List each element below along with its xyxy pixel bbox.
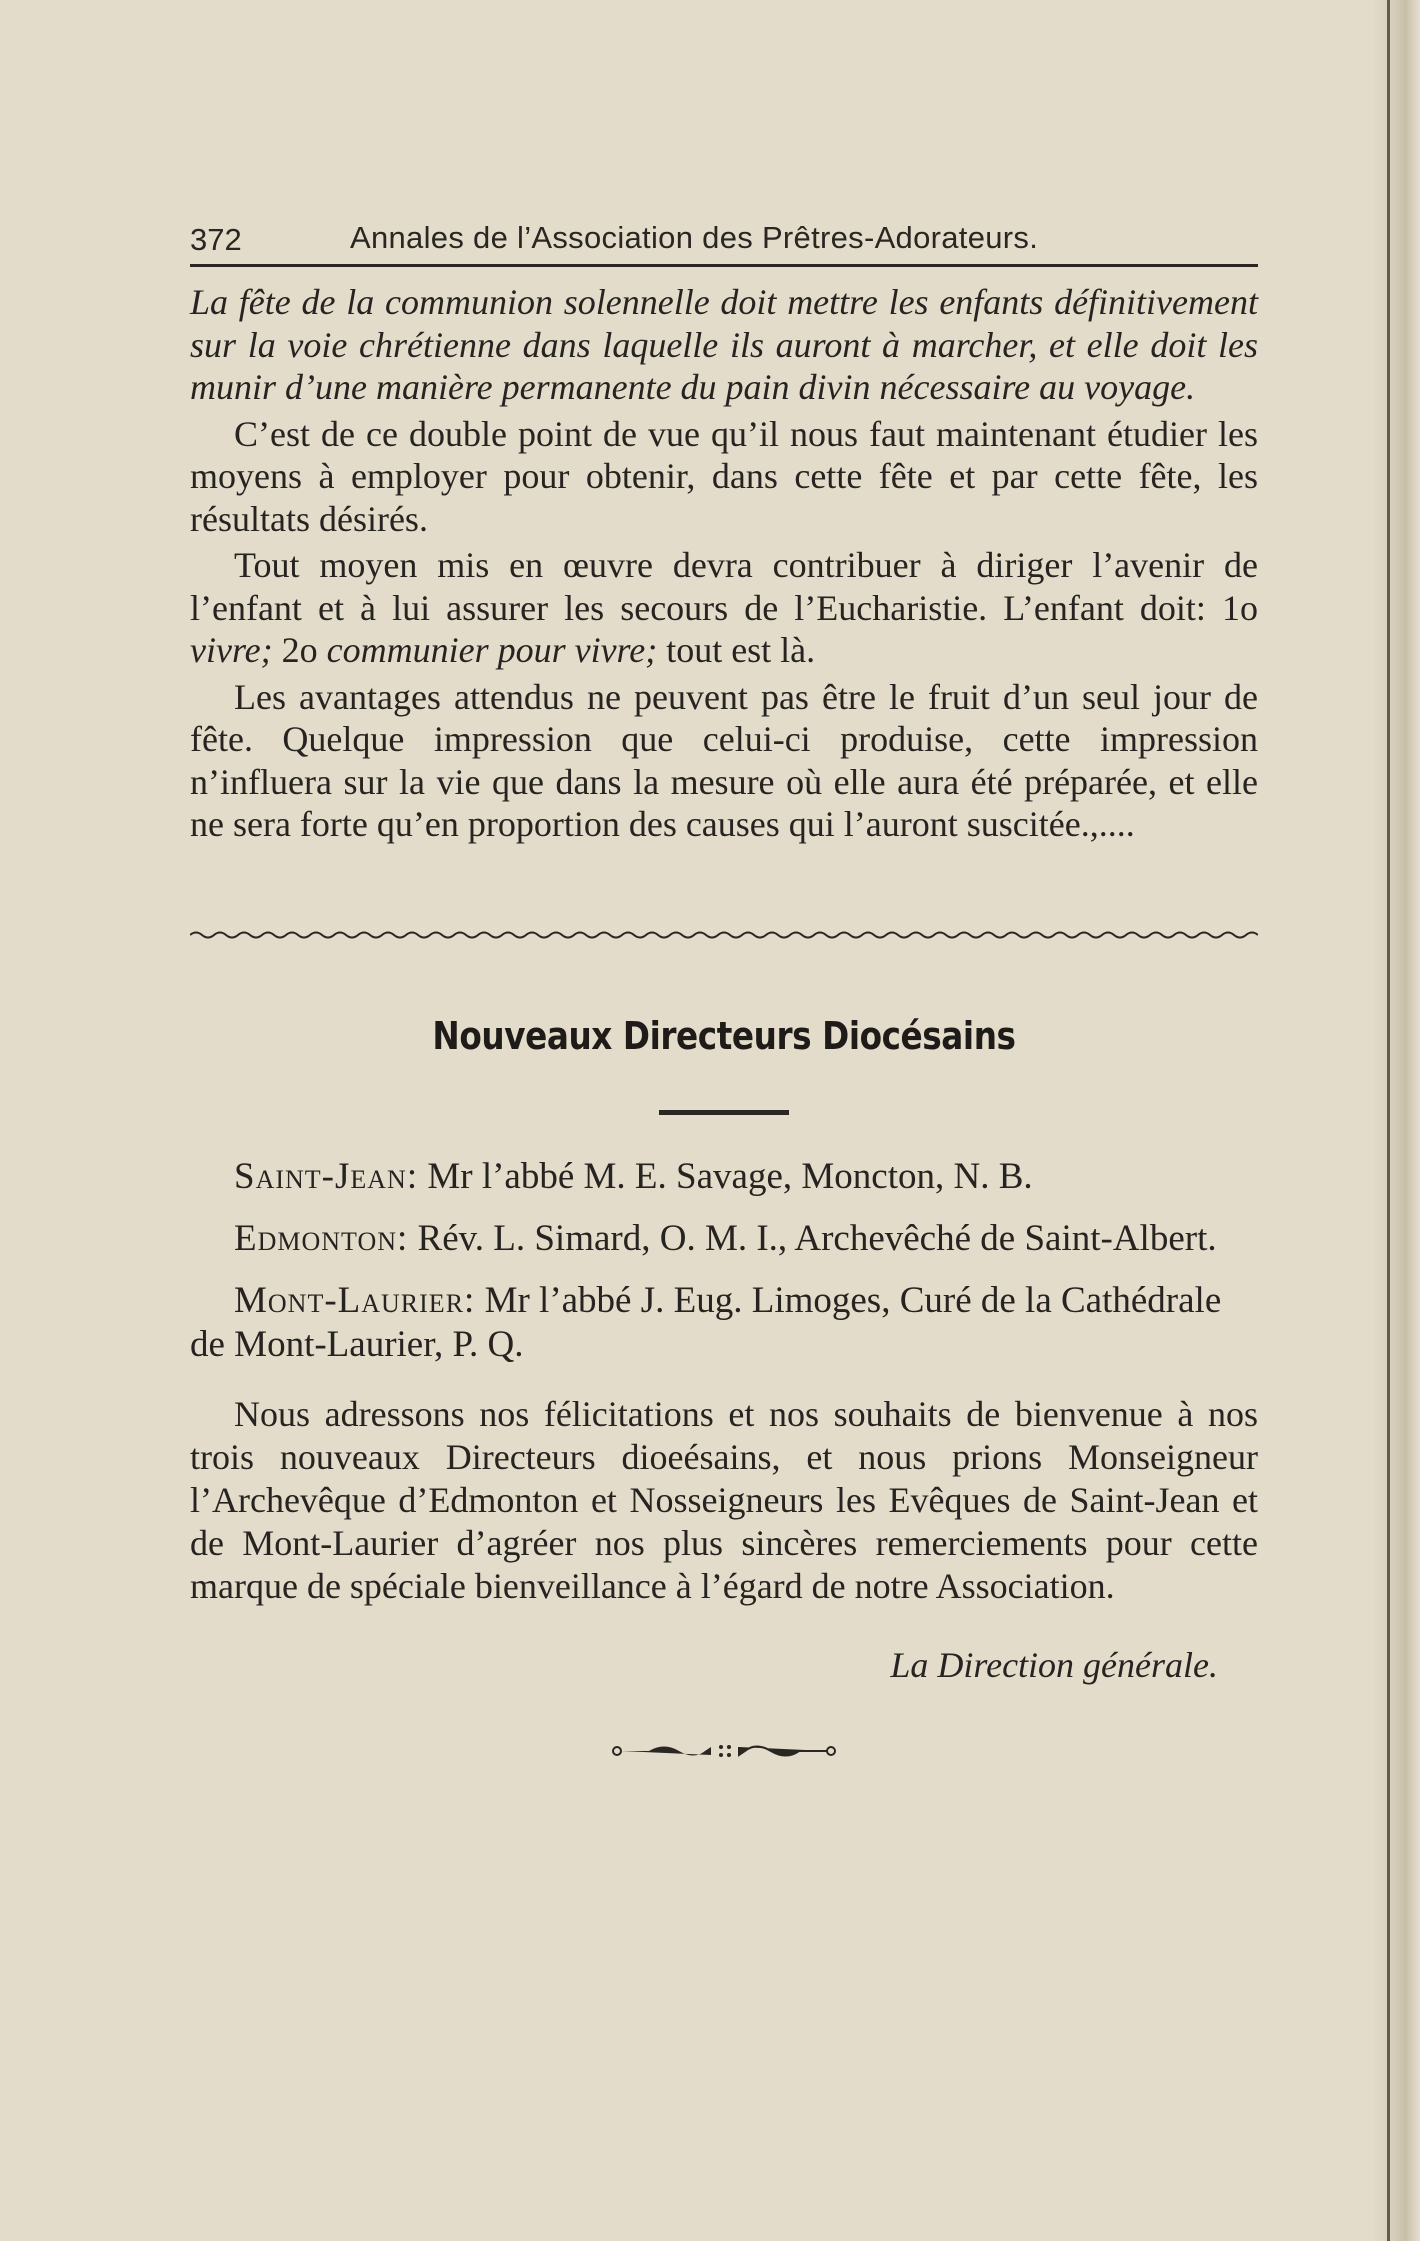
diocese-name: Saint-Jean: [234,1155,419,1197]
paragraph-3-mid: 2o [272,630,327,670]
signature: La Direction générale. [890,1644,1218,1685]
page-content [190,210,1258,1764]
director-name: Mr l’abbé J. Eug. Limoges, Curé de la Cathédrale de Mont-Laurier, P. Q. [190,1279,1222,1365]
diocese-name: Edmonton: [234,1217,409,1259]
paragraph-3-emphasis-1: vivre; [190,630,273,670]
director-name: Rév. L. Simard, O. M. I., Archevêché de Saint-Albert. [408,1217,1217,1259]
directors-list [190,1155,1258,1367]
director-name: Mr l’abbé M. E. Savage, Moncton, N. B. [418,1155,1033,1197]
paragraph-4: Les avantages attendus ne peuvent pas être le fruit d’un seul jour de fête. Quelque impression que celui-ci produise, cette impression n’influera sur la vie que dans la mesure où elle aura été préparée, et elle ne sera forte qu’en proportion des causes qui l’auront suscitée.,.... [190,676,1258,844]
running-title: Annales de l’Association des Prêtres-Adorateurs. [350,220,1039,255]
paragraph-3-start: Tout moyen mis en œuvre devra contribuer à diriger l’avenir de l’enfant et à lui assurer les secours de l’Eucharistie. L’enfant doit: 1o [190,545,1258,628]
director-entry-saint-jean [190,1155,1258,1199]
page-number: 372 [190,222,242,257]
section-title: Nouveaux Directeurs Diocésains [432,1013,1016,1058]
title-rule [659,1110,789,1115]
diocese-name: Mont-Laurier: [234,1279,476,1321]
paragraph-3 [190,544,1258,672]
paragraph-1: La fête de la communion solennelle doit mettre les enfants définitivement sur la voie chrétienne dans laquelle ils auront à marcher, et elle doit les munir d’une manière permanente du pain divin nécessaire au voyage. [190,282,1258,407]
paragraph-2: C’est de ce double point de vue qu’il nous faut maintenant étudier les moyens à employer pour obtenir, dans cette fête et par cette fête, les résultats désirés. [190,413,1258,539]
page-binding-edge [1387,0,1390,2241]
page-edge [1372,0,1420,2241]
paragraph-3-emphasis-2: communier pour vivre; [326,630,658,670]
article-body [190,281,1258,846]
end-ornament [609,1738,839,1764]
wavy-divider [190,928,1258,942]
director-entry-mont-laurier [190,1279,1258,1367]
page-header [190,210,1258,267]
paragraph-3-end: tout est là. [657,630,816,670]
closing-paragraph: Nous adressons nos félicitations et nos souhaits de bienvenue à nos trois nouveaux Directeurs dioeésains, et nous prions Monseigneur l’Archevêque d’Edmonton et Nosseigneurs les Evêques de Saint-Jean et de Mont-Laurier d’agréer nos plus sincères remerciements pour cette marque de spéciale bienveillance à l’égard de notre Association. [190,1393,1258,1606]
director-entry-edmonton [190,1217,1258,1261]
